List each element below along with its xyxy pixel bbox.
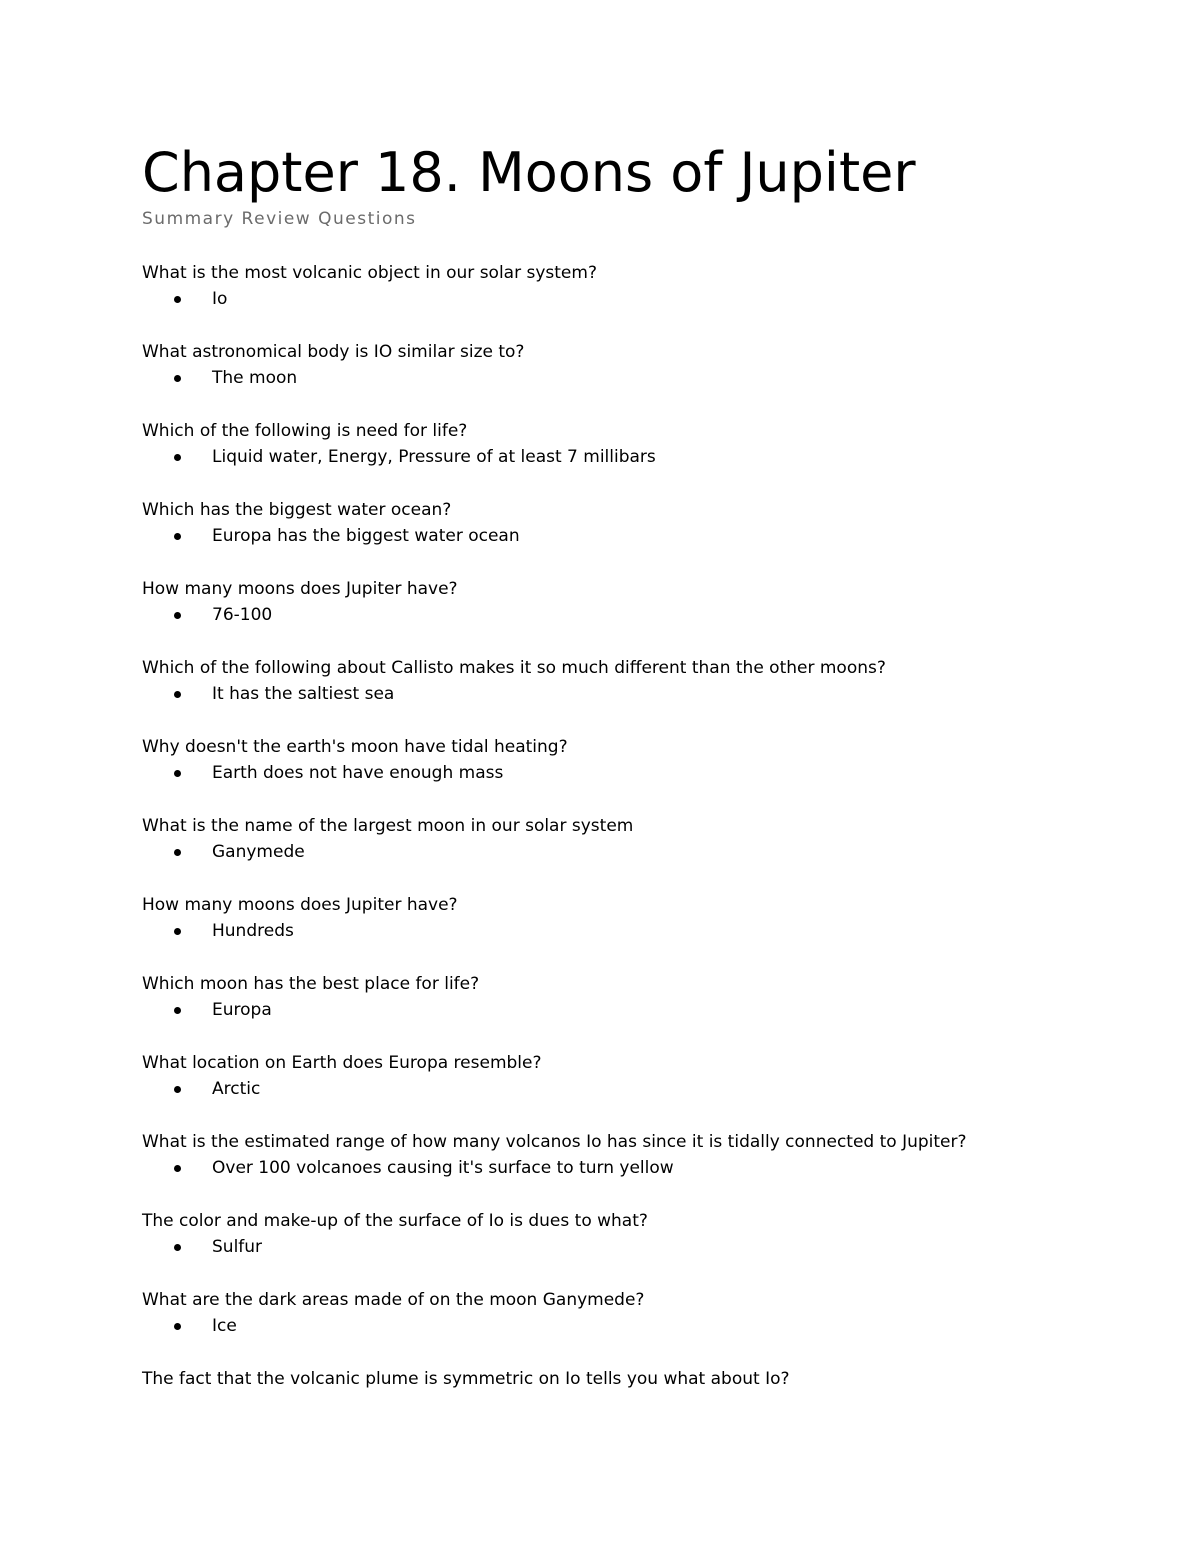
bullet-icon <box>174 375 181 382</box>
question-text: Which moon has the best place for life? <box>142 974 480 994</box>
answer-text: 76-100 <box>212 605 273 625</box>
answer-item <box>142 1076 1142 1102</box>
answer-text: Ice <box>212 1316 237 1336</box>
answer-item <box>142 1313 1142 1339</box>
qa-item-4 <box>142 497 1142 549</box>
question-text: What is the most volcanic object in our solar system? <box>142 263 597 283</box>
bullet-icon <box>174 1086 181 1093</box>
qa-item-10 <box>142 971 1142 1023</box>
bullet-icon <box>174 691 181 698</box>
qa-item-5 <box>142 576 1142 628</box>
answer-text: Ganymede <box>212 842 305 862</box>
answer-item <box>142 602 1142 628</box>
qa-item-15 <box>142 1366 1142 1392</box>
question-text: The color and make-up of the surface of Io is dues to what? <box>142 1211 648 1231</box>
qa-item-12 <box>142 1129 1142 1181</box>
bullet-icon <box>174 1323 181 1330</box>
question-text: What astronomical body is IO similar size to? <box>142 342 525 362</box>
answer-text: Io <box>212 289 228 309</box>
qa-item-14 <box>142 1287 1142 1339</box>
answer-item <box>142 286 1142 312</box>
answer-item <box>142 997 1142 1023</box>
qa-item-11 <box>142 1050 1142 1102</box>
answer-text: Europa has the biggest water ocean <box>212 526 520 546</box>
qa-item-6 <box>142 655 1142 707</box>
answer-text: Earth does not have enough mass <box>212 763 504 783</box>
answer-item <box>142 444 1142 470</box>
qa-item-3 <box>142 418 1142 470</box>
answer-text: Sulfur <box>212 1237 263 1257</box>
bullet-icon <box>174 612 181 619</box>
answer-item <box>142 681 1142 707</box>
bullet-icon <box>174 928 181 935</box>
question-text: Which of the following is need for life? <box>142 421 468 441</box>
answer-item <box>142 365 1142 391</box>
answer-item <box>142 918 1142 944</box>
question-text: How many moons does Jupiter have? <box>142 579 458 599</box>
question-text: What location on Earth does Europa resemble? <box>142 1053 542 1073</box>
answer-text: Over 100 volcanoes causing it's surface to turn yellow <box>212 1158 674 1178</box>
answer-item <box>142 1234 1142 1260</box>
qa-item-1 <box>142 260 1142 312</box>
qa-item-13 <box>142 1208 1142 1260</box>
bullet-icon <box>174 1165 181 1172</box>
answer-item <box>142 1155 1142 1181</box>
bullet-icon <box>174 296 181 303</box>
answer-text: It has the saltiest sea <box>212 684 395 704</box>
qa-item-2 <box>142 339 1142 391</box>
qa-item-7 <box>142 734 1142 786</box>
question-text: The fact that the volcanic plume is symmetric on Io tells you what about Io? <box>142 1369 790 1389</box>
answer-item <box>142 523 1142 549</box>
page-title: Chapter 18. Moons of Jupiter <box>142 141 916 204</box>
bullet-icon <box>174 533 181 540</box>
answer-item <box>142 839 1142 865</box>
qa-item-8 <box>142 813 1142 865</box>
answer-item <box>142 760 1142 786</box>
bullet-icon <box>174 454 181 461</box>
bullet-icon <box>174 770 181 777</box>
bullet-icon <box>174 1007 181 1014</box>
answer-text: The moon <box>212 368 298 388</box>
question-text: What is the estimated range of how many volcanos Io has since it is tidally connected to Jupiter? <box>142 1132 967 1152</box>
answer-text: Hundreds <box>212 921 294 941</box>
question-text: Which of the following about Callisto makes it so much different than the other moons? <box>142 658 886 678</box>
answer-text: Arctic <box>212 1079 261 1099</box>
question-text: What is the name of the largest moon in our solar system <box>142 816 634 836</box>
bullet-icon <box>174 1244 181 1251</box>
question-text: Why doesn't the earth's moon have tidal heating? <box>142 737 568 757</box>
answer-text: Liquid water, Energy, Pressure of at least 7 millibars <box>212 447 656 467</box>
question-text: Which has the biggest water ocean? <box>142 500 452 520</box>
bullet-icon <box>174 849 181 856</box>
qa-item-9 <box>142 892 1142 944</box>
answer-text: Europa <box>212 1000 272 1020</box>
page-subtitle: Summary Review Questions <box>142 209 417 229</box>
question-text: What are the dark areas made of on the moon Ganymede? <box>142 1290 645 1310</box>
question-text: How many moons does Jupiter have? <box>142 895 458 915</box>
